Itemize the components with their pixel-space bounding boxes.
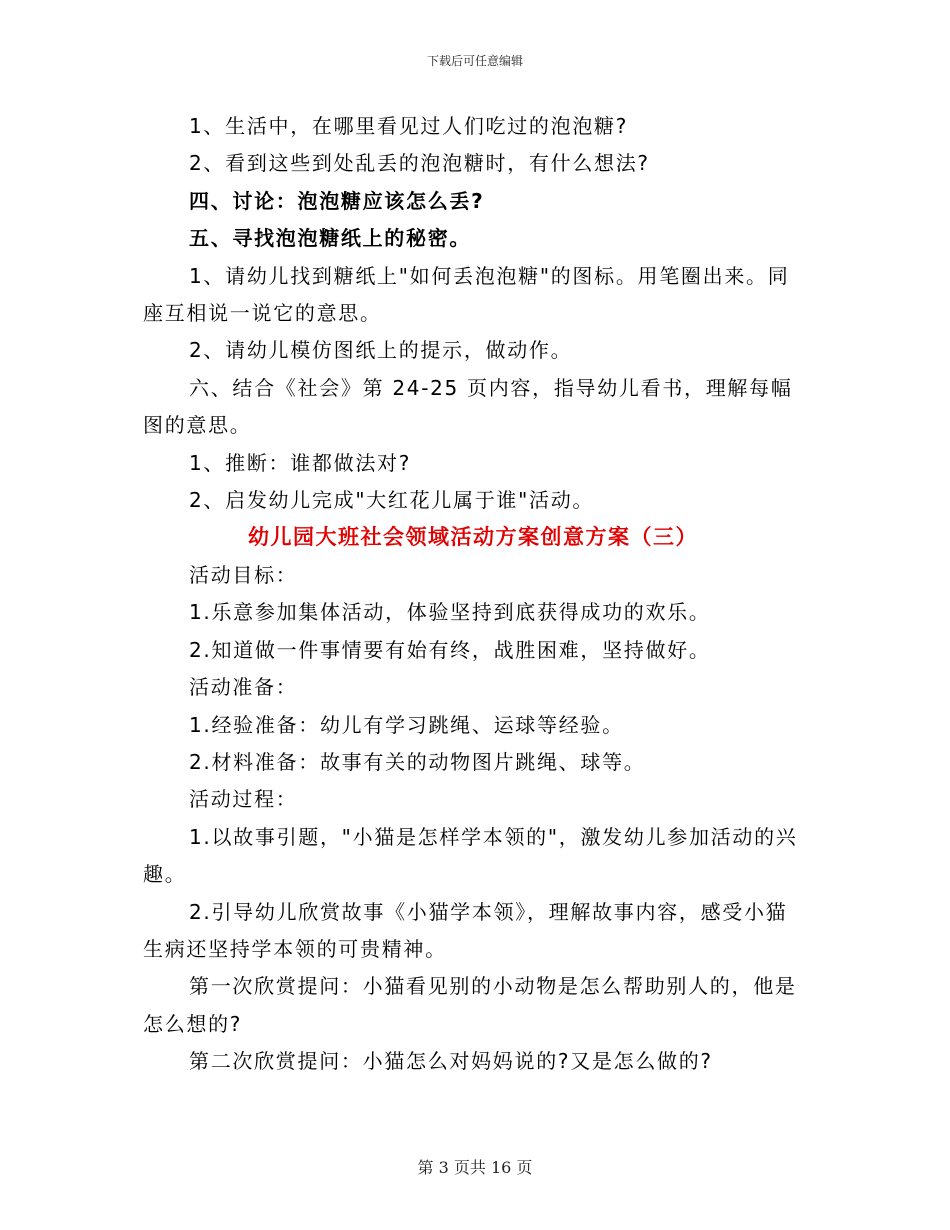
page-header: 下载后可任意编辑 <box>426 54 523 68</box>
page-footer: 第 3 页共 16 页 <box>417 1158 533 1177</box>
paragraph: 2、请幼儿模仿图纸上的提示，做动作。 <box>189 338 573 363</box>
section-heading: 四、讨论：泡泡糖应该怎么丢? <box>189 188 485 213</box>
paragraph: 活动目标： <box>189 562 298 587</box>
document-body <box>143 108 803 1081</box>
paragraph: 活动准备： <box>189 675 298 700</box>
paragraph: 1.乐意参加集体活动，体验坚持到底获得成功的欢乐。 <box>189 600 711 625</box>
paragraph: 第二次欣赏提问：小猫怎么对妈妈说的?又是怎么做的? <box>189 1049 713 1074</box>
section-heading: 五、寻找泡泡糖纸上的秘密。 <box>189 226 472 251</box>
paragraph: 1、推断：谁都做法对? <box>189 450 412 475</box>
paragraph: 2.知道做一件事情要有始有终，战胜困难，坚持做好。 <box>189 637 711 662</box>
paragraph: 2.材料准备：故事有关的动物图片跳绳、球等。 <box>189 749 646 774</box>
paragraph: 1.以故事引题，"小猫是怎样学本领的"，激发幼儿参加活动的兴趣。 <box>143 824 798 887</box>
paragraph: 1.经验准备：幼儿有学习跳绳、运球等经验。 <box>189 712 624 737</box>
paragraph: 第一次欣赏提问：小猫看见别的小动物是怎么帮助别人的，他是怎么想的? <box>143 974 797 1036</box>
paragraph: 六、结合《社会》第 24-25 页内容，指导幼儿看书，理解每幅图的意思。 <box>143 375 793 438</box>
paragraph: 1、生活中，在哪里看见过人们吃过的泡泡糖? <box>189 114 629 138</box>
paragraph: 2、启发幼儿完成"大红花儿属于谁"活动。 <box>189 488 595 513</box>
paragraph: 2、看到这些到处乱丢的泡泡糖时，有什么想法? <box>189 151 650 176</box>
paragraph: 1、请幼儿找到糖纸上"如何丢泡泡糖"的图标。用笔圈出来。同座互相说一说它的意思。 <box>143 263 790 326</box>
paragraph: 活动过程： <box>189 787 298 812</box>
paragraph: 2.引导幼儿欣赏故事《小猫学本领》，理解故事内容，感受小猫生病还坚持学本领的可贵精神。 <box>143 899 788 961</box>
document-title: 幼儿园大班社会领域活动方案创意方案（三） <box>248 525 698 550</box>
